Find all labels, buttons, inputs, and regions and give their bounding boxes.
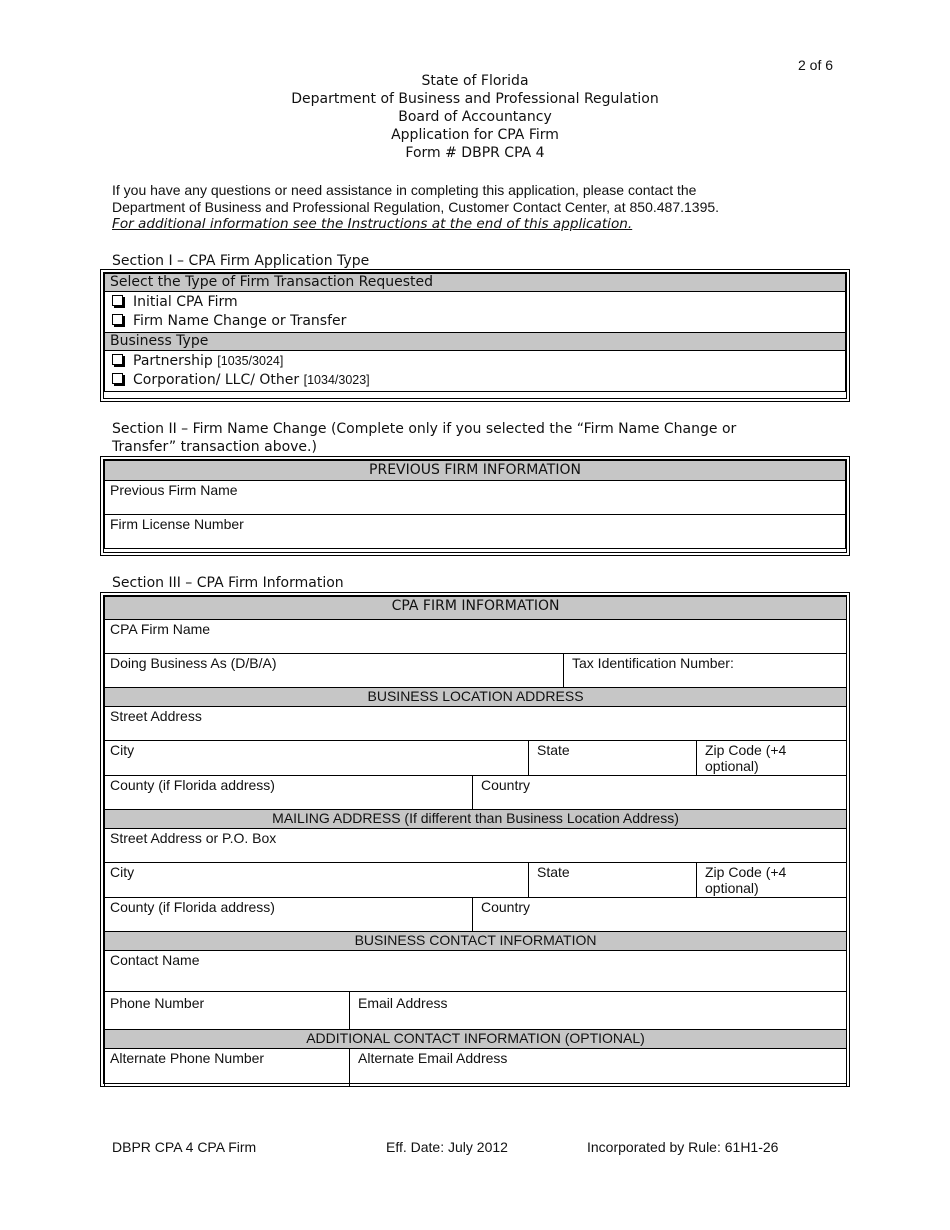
- location-county-field[interactable]: County (if Florida address): [105, 776, 473, 810]
- checkbox-icon[interactable]: [112, 373, 123, 384]
- header-state: State of Florida: [421, 73, 529, 89]
- intro-line-1: If you have any questions or need assistance in completing this application, please contact the: [112, 182, 697, 198]
- mailing-zip-field[interactable]: Zip Code (+4 optional): [697, 863, 847, 898]
- section-3-box: [100, 592, 850, 1087]
- option-firm-name-change[interactable]: Firm Name Change or Transfer: [110, 312, 840, 331]
- contact-name-field[interactable]: Contact Name: [105, 951, 847, 992]
- section-1-title: Section I – CPA Firm Application Type: [112, 253, 370, 269]
- cpa-firm-band: CPA FIRM INFORMATION: [105, 597, 847, 620]
- checkbox-icon[interactable]: [112, 314, 123, 325]
- intro-line-2: Department of Business and Professional Regulation, Customer Contact Center, at 850.487.1395.: [112, 199, 720, 215]
- mailing-state-field[interactable]: State: [529, 863, 697, 898]
- email-address-field[interactable]: Email Address: [350, 992, 847, 1030]
- firm-license-number-field[interactable]: Firm License Number: [105, 515, 846, 549]
- business-type-header: Business Type: [105, 333, 846, 351]
- header-form-number: Form # DBPR CPA 4: [405, 145, 545, 161]
- business-location-band: BUSINESS LOCATION ADDRESS: [105, 688, 847, 707]
- footer-eff-date: Eff. Date: July 2012: [386, 1139, 508, 1155]
- mailing-street-field[interactable]: Street Address or P.O. Box: [105, 829, 847, 863]
- intro-text: [112, 182, 719, 233]
- section-2-title: Section II – Firm Name Change (Complete only if you selected the “Firm Name Change or Transfer” transaction above.): [112, 421, 737, 455]
- mailing-city-field[interactable]: City: [105, 863, 529, 898]
- mailing-country-field[interactable]: Country: [473, 898, 847, 932]
- footer-rule: Incorporated by Rule: 61H1-26: [587, 1139, 779, 1155]
- location-state-field[interactable]: State: [529, 741, 697, 776]
- alternate-email-field[interactable]: Alternate Email Address: [350, 1049, 847, 1087]
- mailing-address-band: MAILING ADDRESS (If different than Business Location Address): [105, 810, 847, 829]
- header-department: Department of Business and Professional Regulation: [291, 91, 659, 107]
- dba-field[interactable]: Doing Business As (D/B/A): [105, 654, 564, 688]
- tax-id-field[interactable]: Tax Identification Number:: [564, 654, 847, 688]
- location-city-field[interactable]: City: [105, 741, 529, 776]
- location-country-field[interactable]: Country: [473, 776, 847, 810]
- location-zip-field[interactable]: Zip Code (+4 optional): [697, 741, 847, 776]
- option-corporation-llc-other[interactable]: Corporation/ LLC/ Other [1034/3023]: [110, 371, 840, 390]
- location-street-field[interactable]: Street Address: [105, 707, 847, 741]
- header-board: Board of Accountancy: [398, 109, 552, 125]
- previous-firm-band: PREVIOUS FIRM INFORMATION: [105, 461, 846, 481]
- header-application: Application for CPA Firm: [391, 127, 559, 143]
- transaction-type-header: Select the Type of Firm Transaction Requested: [105, 274, 846, 292]
- page-number: 2 of 6: [798, 57, 834, 73]
- business-contact-band: BUSINESS CONTACT INFORMATION: [105, 932, 847, 951]
- phone-number-field[interactable]: Phone Number: [105, 992, 350, 1030]
- previous-firm-name-field[interactable]: Previous Firm Name: [105, 481, 846, 515]
- form-header: [0, 72, 950, 162]
- alternate-phone-field[interactable]: Alternate Phone Number: [105, 1049, 350, 1087]
- checkbox-icon[interactable]: [112, 354, 123, 365]
- cpa-firm-name-field[interactable]: CPA Firm Name: [105, 620, 847, 654]
- section-1-box: [100, 269, 850, 402]
- footer-form-name: DBPR CPA 4 CPA Firm: [112, 1139, 257, 1155]
- checkbox-icon[interactable]: [112, 295, 123, 306]
- option-partnership[interactable]: Partnership [1035/3024]: [110, 352, 840, 371]
- mailing-county-field[interactable]: County (if Florida address): [105, 898, 473, 932]
- option-initial-cpa-firm[interactable]: Initial CPA Firm: [110, 293, 840, 312]
- additional-contact-band: ADDITIONAL CONTACT INFORMATION (OPTIONAL): [105, 1030, 847, 1049]
- section-2-box: [100, 456, 850, 556]
- section-3-title: Section III – CPA Firm Information: [112, 575, 344, 591]
- intro-instructions-note: For additional information see the Instructions at the end of this application.: [112, 216, 633, 232]
